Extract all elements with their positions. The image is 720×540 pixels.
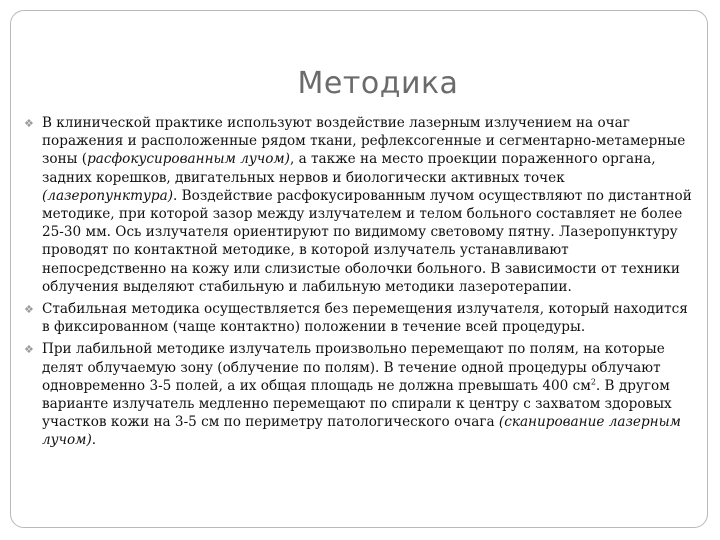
slide-content [24, 114, 694, 454]
paragraph-text: . Воздействие расфокусированным лучом осуществляют по дистантной методике, при которой зазор между излучателем и телом больного составляет не более 25-30 мм. Ось излучателя ориентируют по видимому световому пятну. Лазеропунктуру проводят по контактной методике, в которой излучатель устанавливают непосредственно на кожу или слизистые оболочки больного. В зависимости от техники облучения выделяют стабильную и лабильную методики лазеротерапии. [42, 187, 692, 295]
slide-title: Методика [297, 66, 459, 101]
paragraph-text: , а также на место проекции пораженного органа, задних корешков, двигательных нервов и биологически активных точек [42, 151, 656, 186]
diamond-bullet-icon: ❖ [24, 303, 34, 317]
paragraph-text: В клинической практике используют воздействие лазерным излучением на очаг поражения и расположенные рядом ткани, рефлексогенные и сегментарно-метамерные зоны ( [42, 115, 686, 168]
diamond-bullet-icon: ❖ [24, 343, 34, 357]
superscript: 2 [590, 377, 596, 387]
paragraph-italic: расфокусированным лучом) [87, 151, 290, 168]
paragraph-text: При лабильной методике излучатель произвольно перемещают по полям, на которые делят облучаемую зону (облучение по полям). В течение одной процедуры облучают одновременно 3-5 полей, а их общая площадь не должна превышать 400 см [42, 341, 665, 394]
paragraph-italic: (лазеропунктура) [42, 187, 174, 204]
paragraph-italic: (сканирование лазерным лучом) [42, 414, 681, 449]
paragraph-text: . В другом варианте излучатель медленно перемещают по спирали к центру с захватом здоровых участков кожи на 3-5 см по периметру патологического очага [42, 377, 672, 431]
paragraph-text: . [91, 432, 97, 449]
paragraph-stable-method [24, 300, 694, 336]
paragraph-laser-practice [24, 114, 694, 296]
paragraph-labile-method [24, 340, 694, 449]
diamond-bullet-icon: ❖ [24, 117, 34, 130]
paragraph-text: Стабильная методика осуществляется без перемещения излучателя, который находится в фиксированном (чаще контактно) положении в течение всей процедуры. [42, 301, 688, 336]
